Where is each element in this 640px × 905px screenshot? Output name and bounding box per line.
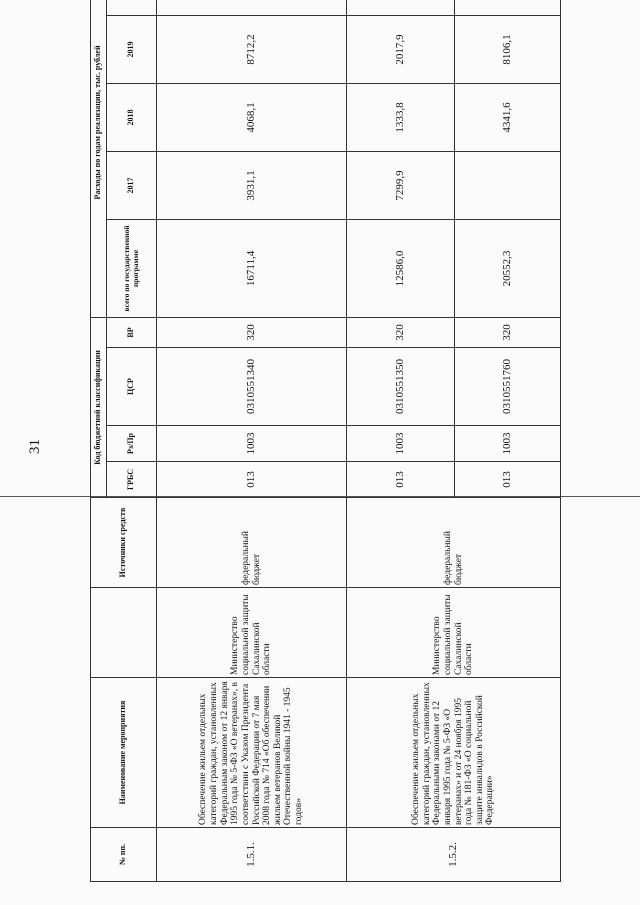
cell-executor: Министерство социальной защиты Сахалинской области xyxy=(347,588,561,678)
cell-2018: 4341,6 xyxy=(455,83,561,151)
cell-num: 1.5.2. xyxy=(347,828,561,882)
cell-2018: 1333,8 xyxy=(347,83,455,151)
cell-source: федеральный бюджет xyxy=(157,498,347,588)
cell-total: 16711,4 xyxy=(157,219,347,317)
col-header-csr: ЦСР xyxy=(107,348,157,426)
budget-table xyxy=(90,0,561,882)
cell-2017 xyxy=(455,151,561,219)
col-header-budget-code: Код бюджетной классификации xyxy=(91,317,107,497)
table-row xyxy=(347,0,455,882)
page-number: 31 xyxy=(27,439,43,454)
col-header-2020 xyxy=(107,0,157,15)
col-header-grbs: ГРБС xyxy=(107,462,157,498)
cell-grbs: 013 xyxy=(347,462,455,498)
table-container xyxy=(90,28,560,882)
cell-2020 xyxy=(455,0,561,15)
col-header-expenses: Расходы по годам реализации, тыс. рублей xyxy=(91,0,107,317)
col-header-source: Источники средств xyxy=(91,498,157,588)
cell-rzpr: 1003 xyxy=(157,426,347,462)
cell-rzpr: 1003 xyxy=(455,426,561,462)
cell-2020 xyxy=(347,0,455,15)
col-header-rzpr: Рз/Пр xyxy=(107,426,157,462)
cell-2019: 8106,1 xyxy=(455,15,561,83)
col-header-name: Наименование мероприятия xyxy=(91,678,157,828)
cell-csr: 0310551340 xyxy=(157,348,347,426)
col-header-num: № пп. xyxy=(91,828,157,882)
col-header-2018: 2018 xyxy=(107,83,157,151)
cell-vr: 320 xyxy=(347,317,455,347)
cell-2019: 2017,9 xyxy=(347,15,455,83)
cell-2020 xyxy=(157,0,347,15)
cell-2017: 7299,9 xyxy=(347,151,455,219)
cell-name: Обеспечение жильем отдельных категорий граждан, установленных Федеральными законами от 12 января 1995 года № 5-ФЗ «О ветеранах» и от 24 ноября 1995 года № 181-ФЗ «О социальной защите инвалидов в Российской Федерации» xyxy=(347,678,561,828)
cell-2019: 8712,2 xyxy=(157,15,347,83)
col-header-total: всего по государственной программе xyxy=(107,219,157,317)
cell-source: федеральный бюджет xyxy=(347,498,561,588)
cell-grbs: 013 xyxy=(157,462,347,498)
cell-vr: 320 xyxy=(455,317,561,347)
table-row xyxy=(157,0,347,882)
cell-csr: 0310551350 xyxy=(347,348,455,426)
cell-executor: Министерство социальной защиты Сахалинской области xyxy=(157,588,347,678)
cell-grbs: 013 xyxy=(455,462,561,498)
col-header-2017: 2017 xyxy=(107,151,157,219)
cell-total: 20552,3 xyxy=(455,219,561,317)
cell-2018: 4068,1 xyxy=(157,83,347,151)
cell-name: Обеспечение жильем отдельных категорий граждан, установленных Федеральным законом от 12 января 1995 года № 5-ФЗ «О ветеранах», в соответствии с Указом Президента Российской Федерации от 7 мая 2008 года № 714 «Об обеспечении жильем ветеранов Великой Отечественной войны 1941 - 1945 годов» xyxy=(157,678,347,828)
cell-2017: 3931,1 xyxy=(157,151,347,219)
cell-rzpr: 1003 xyxy=(347,426,455,462)
col-header-vr: ВР xyxy=(107,317,157,347)
cell-csr: 0310551760 xyxy=(455,348,561,426)
rotated-table-area xyxy=(90,28,560,882)
cell-vr: 320 xyxy=(157,317,347,347)
col-header-2019: 2019 xyxy=(107,15,157,83)
col-header-executor xyxy=(91,588,157,678)
cell-total: 12586,0 xyxy=(347,219,455,317)
cell-num: 1.5.1. xyxy=(157,828,347,882)
